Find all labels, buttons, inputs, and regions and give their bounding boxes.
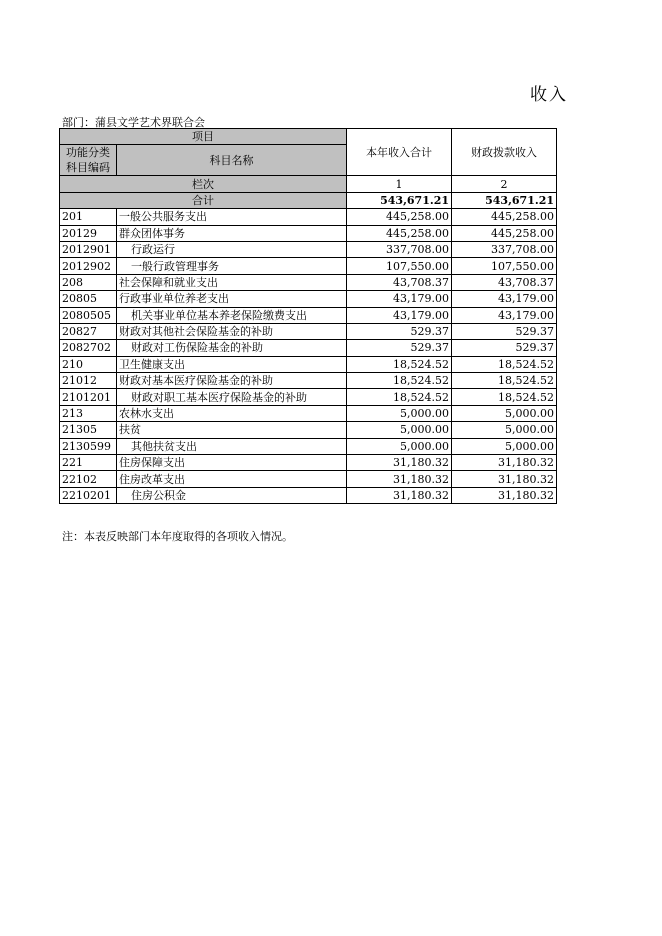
- row-code: 221: [60, 455, 117, 471]
- column-number-2: 2: [452, 176, 557, 192]
- row-total-income: 43,179.00: [347, 291, 452, 307]
- header-name: 科目名称: [117, 145, 347, 176]
- row-code: 21012: [60, 373, 117, 389]
- row-fiscal-income: 31,180.32: [452, 471, 557, 487]
- row-name: 住房保障支出: [117, 455, 347, 471]
- row-fiscal-income: 445,258.00: [452, 209, 557, 225]
- table-row: [60, 323, 557, 339]
- row-code: 20129: [60, 225, 117, 241]
- row-total-income: 43,708.37: [347, 274, 452, 290]
- table-row: [60, 356, 557, 372]
- header-fiscal-income: 财政拨款收入: [452, 129, 557, 176]
- table-row: [60, 438, 557, 454]
- column-label: 栏次: [60, 176, 347, 192]
- row-name: 群众团体事务: [117, 225, 347, 241]
- row-total-income: 31,180.32: [347, 471, 452, 487]
- income-table: [59, 128, 557, 504]
- row-code: 2210201: [60, 487, 117, 503]
- row-name: 行政运行: [117, 241, 347, 257]
- row-code: 22102: [60, 471, 117, 487]
- row-code: 210: [60, 356, 117, 372]
- row-total-income: 18,524.52: [347, 356, 452, 372]
- total-label: 合计: [60, 192, 347, 208]
- row-fiscal-income: 5,000.00: [452, 422, 557, 438]
- header-code: 功能分类科目编码: [60, 145, 117, 176]
- row-name: 卫生健康支出: [117, 356, 347, 372]
- row-code: 2082702: [60, 340, 117, 356]
- row-total-income: 31,180.32: [347, 455, 452, 471]
- table-row: [60, 422, 557, 438]
- row-fiscal-income: 529.37: [452, 323, 557, 339]
- row-total-income: 18,524.52: [347, 373, 452, 389]
- row-code: 201: [60, 209, 117, 225]
- row-fiscal-income: 5,000.00: [452, 405, 557, 421]
- row-fiscal-income: 5,000.00: [452, 438, 557, 454]
- row-name: 财政对基本医疗保险基金的补助: [117, 373, 347, 389]
- row-total-income: 445,258.00: [347, 209, 452, 225]
- row-fiscal-income: 43,179.00: [452, 291, 557, 307]
- row-code: 21305: [60, 422, 117, 438]
- row-code: 2101201: [60, 389, 117, 405]
- header-item: 项目: [60, 129, 347, 145]
- header-total-income: 本年收入合计: [347, 129, 452, 176]
- table-row: [60, 307, 557, 323]
- row-name: 农林水支出: [117, 405, 347, 421]
- table-row: [60, 225, 557, 241]
- row-name: 扶贫: [117, 422, 347, 438]
- row-total-income: 337,708.00: [347, 241, 452, 257]
- row-name: 一般行政管理事务: [117, 258, 347, 274]
- row-fiscal-income: 445,258.00: [452, 225, 557, 241]
- row-total-income: 5,000.00: [347, 422, 452, 438]
- row-name: 一般公共服务支出: [117, 209, 347, 225]
- table-row: [60, 274, 557, 290]
- department-label: 部门：蒲县文学艺术界联合会: [62, 116, 205, 129]
- table-row: [60, 487, 557, 503]
- row-code: 213: [60, 405, 117, 421]
- page-title: 收入: [530, 85, 568, 105]
- row-fiscal-income: 18,524.52: [452, 389, 557, 405]
- table-row: [60, 241, 557, 257]
- row-fiscal-income: 337,708.00: [452, 241, 557, 257]
- row-fiscal-income: 31,180.32: [452, 487, 557, 503]
- row-name: 住房改革支出: [117, 471, 347, 487]
- row-total-income: 529.37: [347, 340, 452, 356]
- row-name: 住房公积金: [117, 487, 347, 503]
- row-total-income: 43,179.00: [347, 307, 452, 323]
- row-fiscal-income: 107,550.00: [452, 258, 557, 274]
- row-code: 2080505: [60, 307, 117, 323]
- row-fiscal-income: 18,524.52: [452, 356, 557, 372]
- total-income-value: 543,671.21: [347, 192, 452, 208]
- total-fiscal-value: 543,671.21: [452, 192, 557, 208]
- row-code: 2012902: [60, 258, 117, 274]
- table-row: [60, 405, 557, 421]
- row-name: 社会保障和就业支出: [117, 274, 347, 290]
- row-total-income: 529.37: [347, 323, 452, 339]
- row-fiscal-income: 529.37: [452, 340, 557, 356]
- row-name: 行政事业单位养老支出: [117, 291, 347, 307]
- row-total-income: 107,550.00: [347, 258, 452, 274]
- row-fiscal-income: 31,180.32: [452, 455, 557, 471]
- row-total-income: 445,258.00: [347, 225, 452, 241]
- row-name: 财政对其他社会保险基金的补助: [117, 323, 347, 339]
- row-name: 财政对工伤保险基金的补助: [117, 340, 347, 356]
- row-name: 其他扶贫支出: [117, 438, 347, 454]
- table-row: [60, 291, 557, 307]
- table-row: [60, 471, 557, 487]
- table-row: [60, 340, 557, 356]
- table-row: [60, 389, 557, 405]
- table-row: [60, 373, 557, 389]
- row-code: 2012901: [60, 241, 117, 257]
- table-row: [60, 455, 557, 471]
- row-name: 机关事业单位基本养老保险缴费支出: [117, 307, 347, 323]
- row-total-income: 5,000.00: [347, 438, 452, 454]
- row-code: 2130599: [60, 438, 117, 454]
- row-code: 20805: [60, 291, 117, 307]
- row-fiscal-income: 18,524.52: [452, 373, 557, 389]
- row-code: 20827: [60, 323, 117, 339]
- row-fiscal-income: 43,179.00: [452, 307, 557, 323]
- footnote: 注：本表反映部门本年度取得的各项收入情况。: [62, 530, 293, 543]
- row-fiscal-income: 43,708.37: [452, 274, 557, 290]
- row-total-income: 5,000.00: [347, 405, 452, 421]
- row-name: 财政对职工基本医疗保险基金的补助: [117, 389, 347, 405]
- row-total-income: 31,180.32: [347, 487, 452, 503]
- row-code: 208: [60, 274, 117, 290]
- row-total-income: 18,524.52: [347, 389, 452, 405]
- column-number-1: 1: [347, 176, 452, 192]
- table-row: [60, 258, 557, 274]
- table-row: [60, 209, 557, 225]
